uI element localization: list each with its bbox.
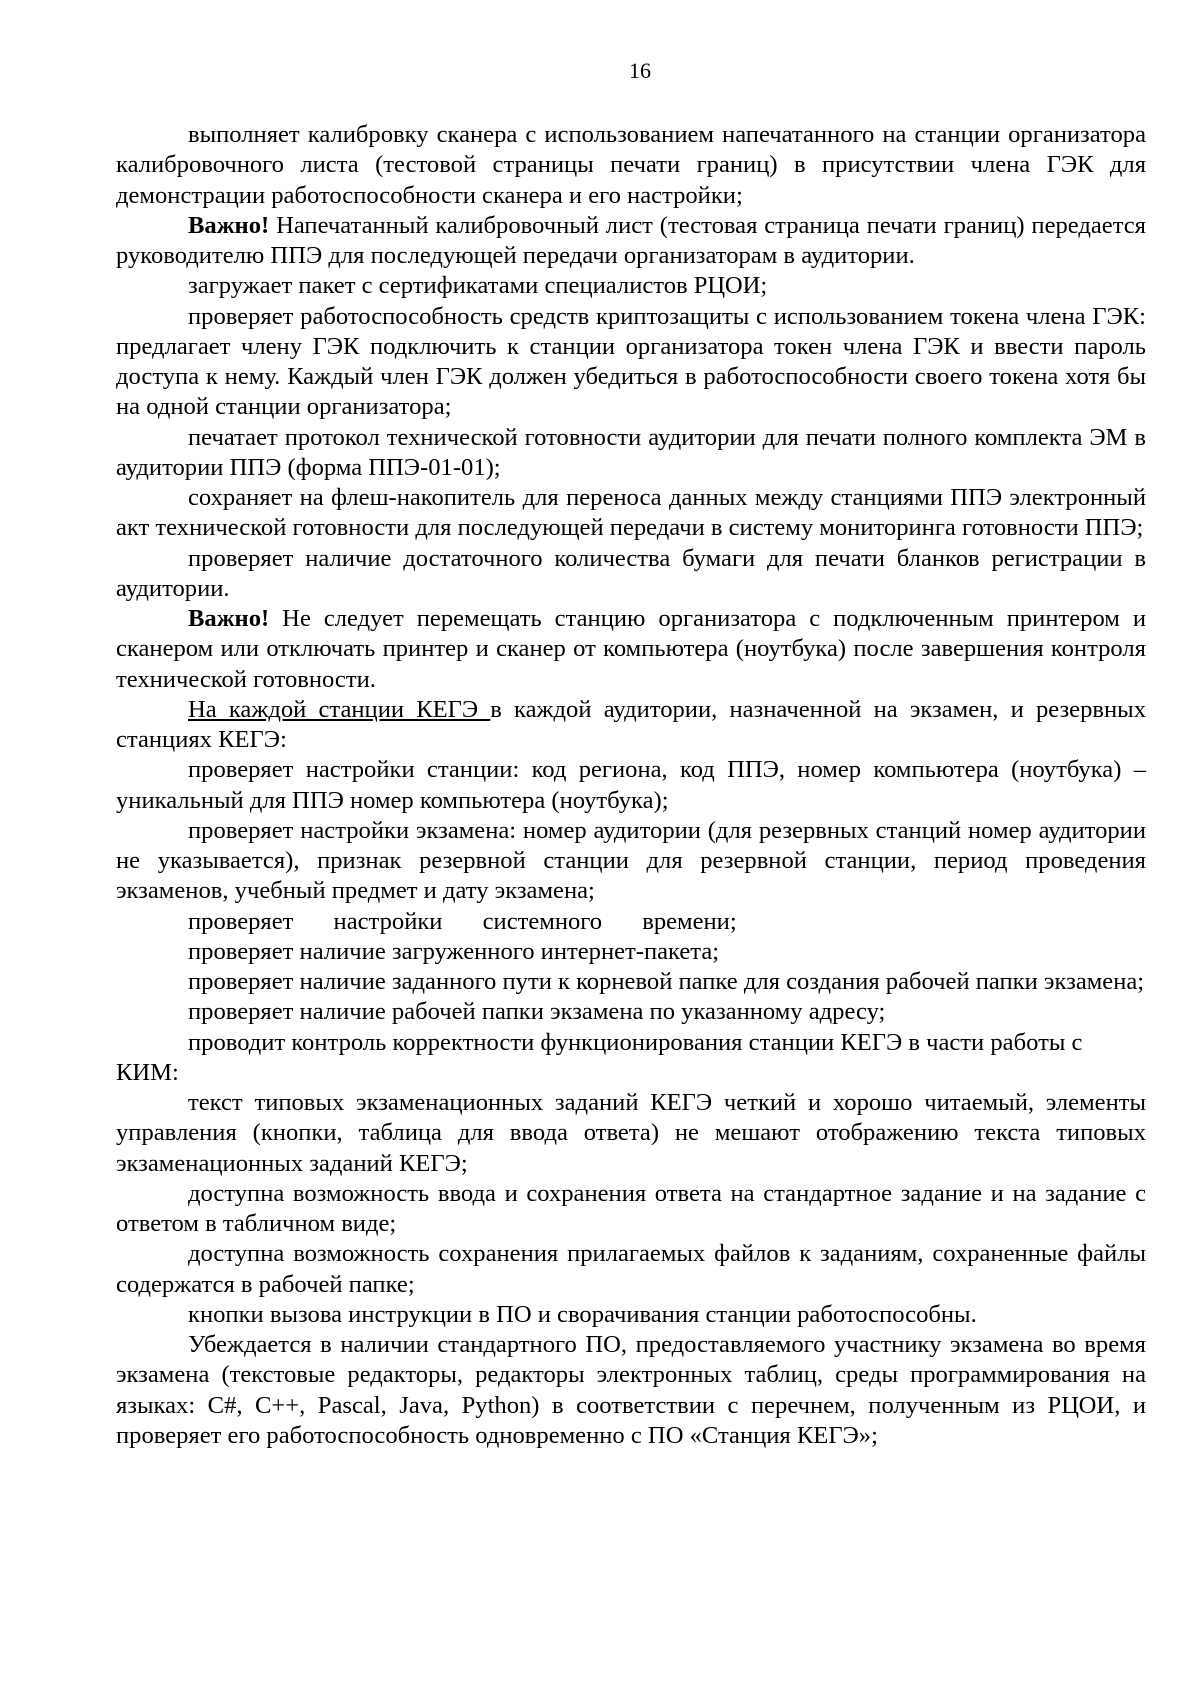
- paragraph: [116, 1088, 1146, 1179]
- paragraph-text: загружает пакет с сертификатами специалистов РЦОИ;: [188, 272, 768, 300]
- paragraph-text: выполняет калибровку сканера с использованием напечатанного на станции организатора калибровочного листа (тестовой страницы печати границ) в присутствии члена ГЭК для демонстрации работоспособности сканера и его настройки;: [116, 121, 1146, 209]
- paragraph: [116, 1300, 1146, 1330]
- paragraph: [116, 816, 1146, 907]
- paragraph: [116, 423, 1146, 484]
- paragraph: [116, 997, 1146, 1027]
- paragraph: [116, 120, 1146, 211]
- paragraph-text: Убеждается в наличии стандартного ПО, предоставляемого участнику экзамена во время экзамена (текстовые редакторы, редакторы электронных таблиц, среды программирования на языках: C#, C++, Pascal, Java, Python) в соответствии с перечнем, полученным из РЦОИ, и проверяет его работоспособность одновременно с ПО «Станция КЕГЭ»;: [116, 1331, 1146, 1449]
- paragraph: [116, 302, 1146, 423]
- paragraph-text: проводит контроль корректности функционирования станции КЕГЭ в части работы с КИМ:: [116, 1028, 1083, 1086]
- important-label: Важно!: [188, 605, 270, 632]
- paragraph-text: в каждой аудитории, назначенной на экзамен, и резервных станциях КЕГЭ:: [116, 695, 1146, 753]
- paragraph: [116, 1330, 1146, 1451]
- paragraph: [116, 907, 1146, 937]
- paragraph: [116, 483, 1146, 544]
- paragraph-text: проверяет настройки станции: код региона, код ППЭ, номер компьютера (ноутбука) – уникальный для ППЭ номер компьютера (ноутбука);: [116, 756, 1146, 814]
- paragraph-text: доступна возможность сохранения прилагаемых файлов к заданиям, сохраненные файлы содержатся в рабочей папке;: [116, 1240, 1146, 1298]
- paragraph: [116, 967, 1146, 997]
- paragraph-text: проверяет наличие заданного пути к корневой папке для создания рабочей папки экзамена;: [188, 968, 1145, 995]
- paragraph: [116, 937, 1146, 967]
- paragraph-text: кнопки вызова инструкции в ПО и сворачивания станции работоспособны.: [188, 1300, 977, 1328]
- paragraph-text: проверяет настройки системного времени;: [188, 907, 737, 935]
- paragraph-text: Не следует перемещать станцию организатора с подключенным принтером и сканером или отключать принтер и сканер от компьютера (ноутбука) после завершения контроля технической готовности.: [116, 605, 1146, 693]
- paragraph-text: проверяет работоспособность средств криптозащиты с использованием токена члена ГЭК: предлагает члену ГЭК подключить к станции организатора токен члена ГЭК и ввести пароль доступа к нему. Каждый член ГЭК должен убедиться в работоспособности своего токена хотя бы на одной станции организатора;: [116, 302, 1146, 421]
- paragraph: [116, 544, 1146, 605]
- paragraph-text: доступна возможность ввода и сохранения ответа на стандартное задание и на задание с ответом в табличном виде;: [116, 1179, 1146, 1237]
- paragraph: [116, 1179, 1146, 1240]
- paragraph-text: проверяет настройки экзамена: номер аудитории (для резервных станций номер аудитории не указывается), признак резервной станции для резервной станции, период проведения экзаменов, учебный предмет и дату экзамена;: [116, 816, 1146, 905]
- important-label: Важно!: [188, 211, 270, 239]
- paragraph-text: сохраняет на флеш-накопитель для переноса данных между станциями ППЭ электронный акт технической готовности для последующей передачи в систему мониторинга готовности ППЭ;: [116, 484, 1146, 542]
- paragraph-text: проверяет наличие достаточного количества бумаги для печати бланков регистрации в аудитории.: [116, 544, 1146, 602]
- section-heading: На каждой станции КЕГЭ: [188, 695, 491, 723]
- document-body: [116, 120, 1146, 1451]
- paragraph-text: Напечатанный калибровочный лист (тестовая страница печати границ) передается руководителю ППЭ для последующей передачи организаторам в аудитории.: [116, 211, 1146, 269]
- paragraph: [116, 755, 1146, 816]
- section-heading-paragraph: [116, 695, 1146, 756]
- paragraph-text: проверяет наличие рабочей папки экзамена по указанному адресу;: [188, 998, 886, 1026]
- paragraph-text: печатает протокол технической готовности аудитории для печати полного комплекта ЭМ в аудитории ППЭ (форма ППЭ-01-01);: [116, 423, 1146, 481]
- paragraph-important: [116, 211, 1146, 272]
- page-number: 16: [629, 58, 651, 83]
- paragraph: [116, 1239, 1146, 1300]
- paragraph: [116, 271, 1146, 301]
- paragraph-text: текст типовых экзаменационных заданий КЕГЭ четкий и хорошо читаемый, элементы управления (кнопки, таблица для ввода ответа) не мешают отображению текста типовых экзаменационных заданий КЕГЭ;: [116, 1089, 1146, 1177]
- paragraph-text: проверяет наличие загруженного интернет-пакета;: [188, 937, 720, 965]
- paragraph-important: [116, 604, 1146, 695]
- paragraph: [116, 1028, 1146, 1089]
